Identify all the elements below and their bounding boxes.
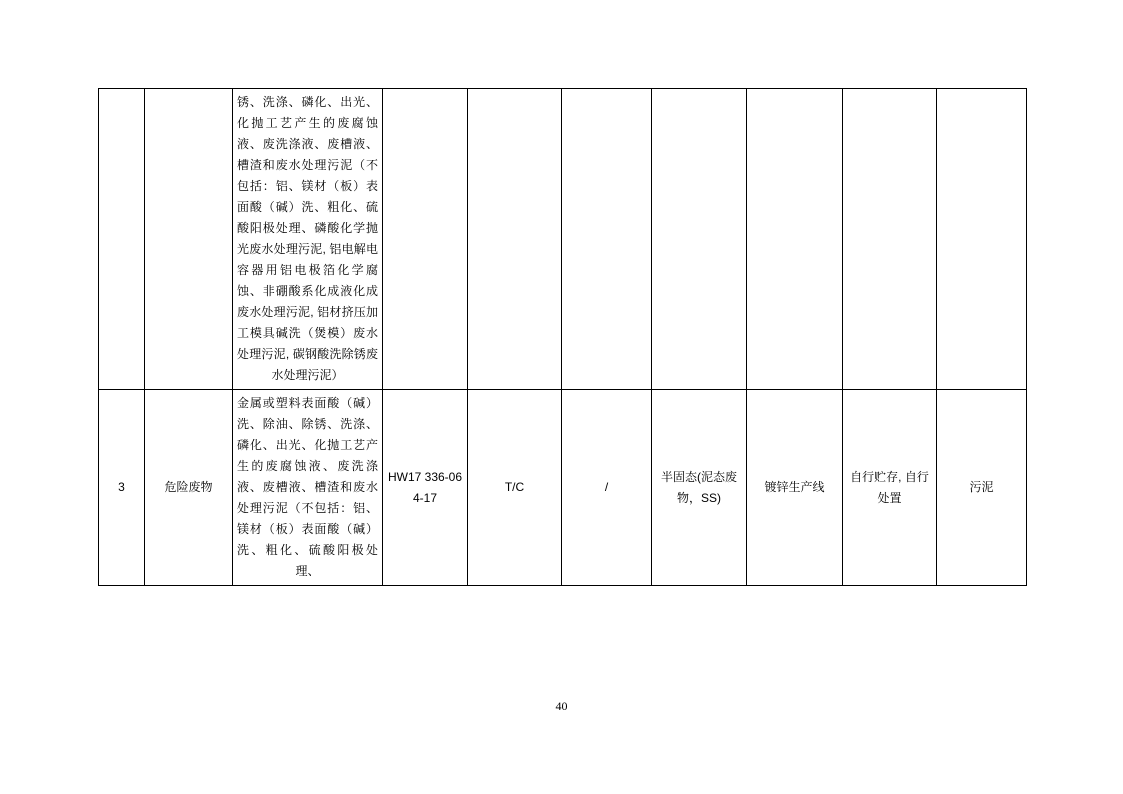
- cell-form: 半固态(泥态废物，SS): [652, 390, 747, 586]
- cell-amount: /: [562, 390, 652, 586]
- cell-process: 镀锌生产线: [747, 390, 843, 586]
- cell-code: [383, 89, 468, 390]
- table-row: [99, 390, 1027, 586]
- cell-code: HW17 336-064-17: [383, 390, 468, 586]
- cell-characteristic: [468, 89, 562, 390]
- cell-form: [652, 89, 747, 390]
- cell-category: [145, 89, 233, 390]
- cell-characteristic: T/C: [468, 390, 562, 586]
- cell-remark: 污泥: [937, 390, 1027, 586]
- cell-seq: 3: [99, 390, 145, 586]
- table-row: [99, 89, 1027, 390]
- cell-amount: [562, 89, 652, 390]
- cell-seq: [99, 89, 145, 390]
- cell-remark: [937, 89, 1027, 390]
- cell-category: 危险废物: [145, 390, 233, 586]
- cell-name: 金属或塑料表面酸（碱）洗、除油、除锈、洗涤、磷化、出光、化抛工艺产生的废腐蚀液、废洗涤液、废槽液、槽渣和废水处理污泥（不包括：铝、镁材（板）表面酸（碱）洗、粗化、硫酸阳极处理、: [233, 390, 383, 586]
- page-number: 40: [555, 699, 568, 713]
- cell-process: [747, 89, 843, 390]
- hazardous-waste-table: [98, 88, 1027, 586]
- cell-disposal: [843, 89, 937, 390]
- cell-disposal: 自行贮存, 自行处置: [843, 390, 937, 586]
- cell-name: 锈、洗涤、磷化、出光、化抛工艺产生的废腐蚀液、废洗涤液、废槽液、槽渣和废水处理污泥（不包括：铝、镁材（板）表面酸（碱）洗、粗化、硫酸阳极处理、磷酸化学抛光废水处理污泥, 铝电解电容器用铝电极箔化学腐蚀、非硼酸系化成液化成废水处理污泥, 铝材挤压加工模具碱洗（煲模）废水处理污泥, 碳钢酸洗除锈废水处理污泥）: [233, 89, 383, 390]
